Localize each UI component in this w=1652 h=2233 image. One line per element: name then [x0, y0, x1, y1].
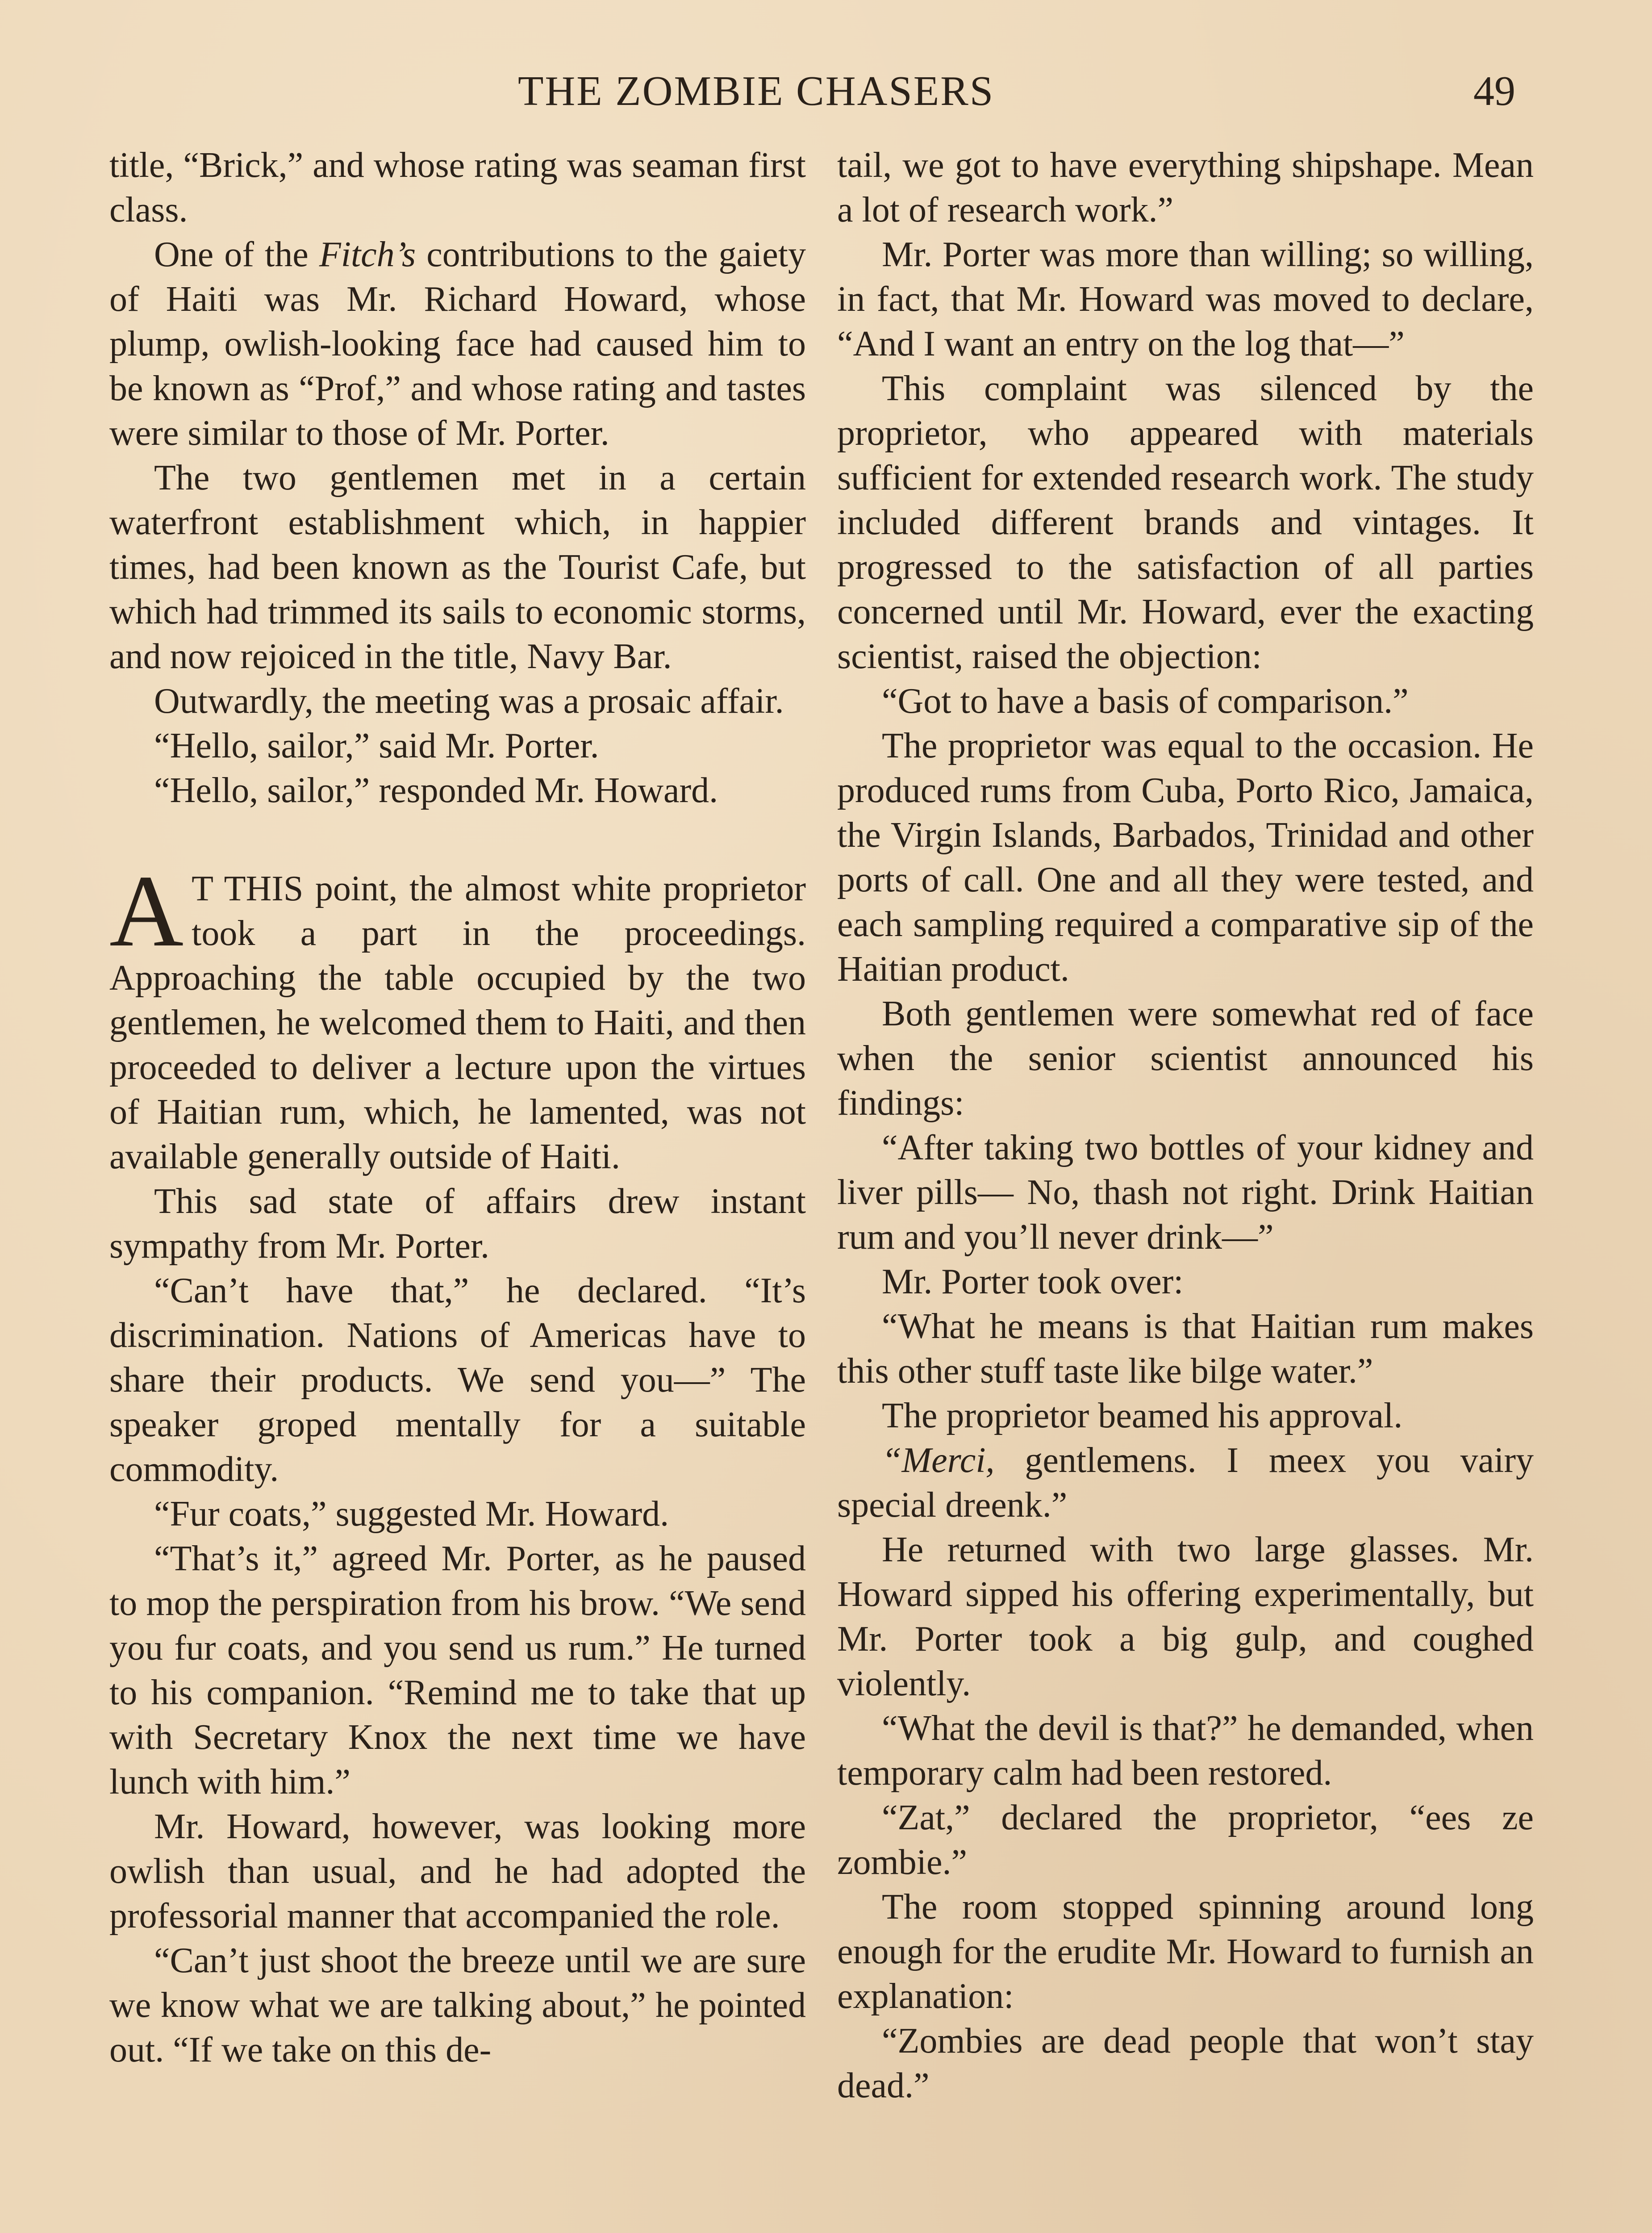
paragraph: “Can’t have that,” he declared. “It’s discrimination. Nations of Americas have to share their products. We send you—” The speaker groped mentally for a suitable commodity. — [109, 1271, 806, 1489]
paragraph: This sad state of affairs drew instant sympathy from Mr. Porter. — [109, 1182, 806, 1266]
paragraph: tail, we got to have everything shipshape. Mean a lot of research work.” — [837, 146, 1534, 230]
drop-cap: A — [109, 854, 184, 968]
paragraph: He returned with two large glasses. Mr. Howard sipped his offering experimentally, but Mr. Porter took a big gulp, and coughed violently. — [837, 1530, 1534, 1703]
running-title: THE ZOMBIE CHASERS — [518, 68, 995, 114]
paragraph: “Fur coats,” suggested Mr. Howard. — [154, 1494, 669, 1534]
paragraph: Mr. Porter was more than willing; so willing, in fact, that Mr. Howard was moved to declare, “And I want an entry on the log that—” — [837, 235, 1534, 364]
paragraph: “What he means is that Haitian rum makes this other stuff taste like bilge water.” — [837, 1307, 1534, 1391]
section-opening-paragraph — [109, 854, 806, 1179]
paragraph — [109, 232, 806, 456]
page-number: 49 — [1473, 68, 1515, 114]
text-run: T THIS point, the almost white proprietor took a part in the proceedings. Approaching the table occupied by the two gentlemen, he welcomed them to Haiti, and then proceeded to deliver a lecture upon the virtues of Haitian rum, which, he lamented, was not available generally outside of Haiti. — [109, 869, 806, 1176]
paragraph: Mr. Porter took over: — [882, 1262, 1184, 1301]
paragraph: “Zat,” declared the proprietor, “ees ze zombie.” — [837, 1798, 1534, 1882]
paragraph: Mr. Howard, however, was looking more owlish than usual, and he had adopted the professorial manner that accompanied the role. — [109, 1807, 806, 1936]
right-column — [837, 143, 1534, 2108]
paragraph: “Hello, sailor,” said Mr. Porter. — [154, 726, 599, 765]
paragraph: title, “Brick,” and whose rating was seaman first class. — [109, 146, 806, 230]
foreign-word: “Merci, — [882, 1441, 995, 1480]
paragraph: Both gentlemen were somewhat red of face when the senior scientist announced his findings: — [837, 994, 1534, 1123]
paragraph: “After taking two bottles of your kidney and liver pills— No, thash not right. Drink Haitian rum and you’ll never drink—” — [837, 1128, 1534, 1257]
paragraph: “Got to have a basis of comparison.” — [882, 682, 1409, 721]
paragraph: The proprietor was equal to the occasion. He produced rums from Cuba, Porto Rico, Jamaica, the Virgin Islands, Barbados, Trinidad and other ports of call. One and all they were tested, and each sampling required a comparative sip of the Haitian product. — [837, 726, 1534, 989]
paragraph: The room stopped spinning around long enough for the erudite Mr. Howard to furnish an explanation: — [837, 1887, 1534, 2016]
text-run: One of the — [154, 235, 319, 274]
text-run: contributions to the gaiety of Haiti was Mr. Richard Howard, whose plump, owlish-looking face had caused him to be known as “Prof,” and whose rating and tastes were similar to those of Mr. Porter. — [109, 235, 806, 453]
paragraph: “That’s it,” agreed Mr. Porter, as he paused to mop the perspiration from his brow. “We send you fur coats, and you send us rum.” He turned to his companion. “Remind me to take that up with Secretary Knox the next time we have lunch with him.” — [109, 1539, 806, 1802]
left-column — [109, 143, 806, 2072]
paragraph: “What the devil is that?” he demanded, when temporary calm had been restored. — [837, 1709, 1534, 1793]
paragraph: “Can’t just shoot the breeze until we are sure we know what we are talking about,” he pointed out. “If we take on this de- — [109, 1941, 806, 2070]
paragraph: Outwardly, the meeting was a prosaic affair. — [154, 682, 784, 721]
paragraph: The two gentlemen met in a certain waterfront establishment which, in happier times, had been known as the Tourist Cafe, but which had trimmed its sails to economic storms, and now rejoiced in the title, Navy Bar. — [109, 458, 806, 676]
paragraph: “Zombies are dead people that won’t stay dead.” — [837, 2021, 1534, 2105]
page-header — [0, 67, 1652, 121]
paragraph — [837, 1438, 1534, 1527]
paragraph: This complaint was silenced by the proprietor, who appeared with materials sufficient for extended research work. The study included different brands and vintages. It progressed to the satisfaction of all parties concerned until Mr. Howard, ever the exacting scientist, raised the objection: — [837, 369, 1534, 676]
paragraph: The proprietor beamed his approval. — [882, 1396, 1403, 1435]
paragraph: “Hello, sailor,” responded Mr. Howard. — [154, 771, 718, 810]
ship-name: Fitch’s — [319, 235, 416, 274]
text-run: gentlemens. I meex you vairy special dreenk.” — [837, 1441, 1534, 1525]
